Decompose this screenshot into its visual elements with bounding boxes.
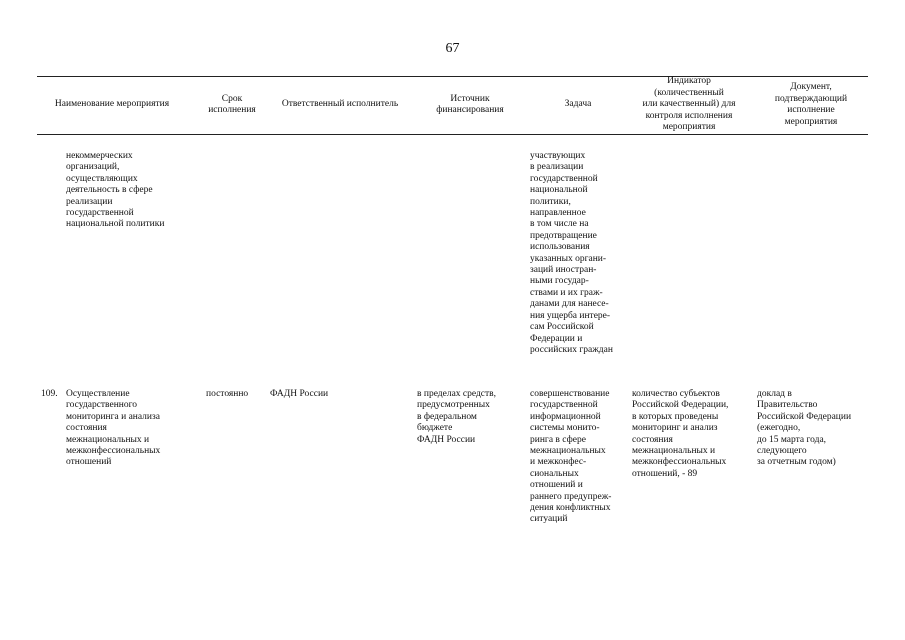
row-deadline-cell: постоянно [206,389,249,399]
row-number: 109. [41,389,58,399]
row-funding-cell: в пределах средств, предусмотренных в федеральном бюджете ФАДН России [417,389,497,445]
row-name-cell: Осуществление государственного мониторинга и анализа состояния межнациональных и межконфессиональных отношений [66,389,161,468]
header-document: Документ, подтверждающий исполнение мероприятия [774,82,848,127]
row-executor-cell: ФАДН России [270,389,329,399]
header-indicator: Индикатор (количественный или качественный) для контроля исполнения мероприятия [642,76,736,133]
page-number: 67 [445,41,460,56]
header-task: Задача [564,99,592,110]
table-header-rule [37,134,868,135]
table-top-rule [37,76,868,77]
header-deadline: Срок исполнения [208,93,256,115]
header-executor: Ответственный исполнитель [281,99,399,110]
header-funding: Источник финансирования [436,93,504,115]
row-indicator-cell: количество субъектов Российской Федерации, в которых проведены мониторинг и анализ состояния межнациональных и межконфессиональных отношений, - 89 [632,389,729,479]
row-task-cell: совершенствование государственной информационной системы монито- ринга в сфере межнациональных и межконфес- сиональных отношений и раннего предупреж- дения конфликтных ситуаций [530,389,612,525]
continuation-task-cell: участвующих в реализации государственной национальной политики, направленное в том числе на предотвращение использования указанных органи- заций иностран- ными государ- ствами и их граж- данами для нанесе- ния ущерба интере- сам Российской Федерации и российских граждан [530,151,613,355]
row-document-cell: доклад в Правительство Российской Федерации (ежегодно, до 15 марта года, следующего за отчетным годом) [757,389,852,468]
header-name: Наименование мероприятия [54,99,170,110]
continuation-name-cell: некоммерческих организаций, осуществляющих деятельность в сфере реализации государственной национальной политики [66,151,165,230]
